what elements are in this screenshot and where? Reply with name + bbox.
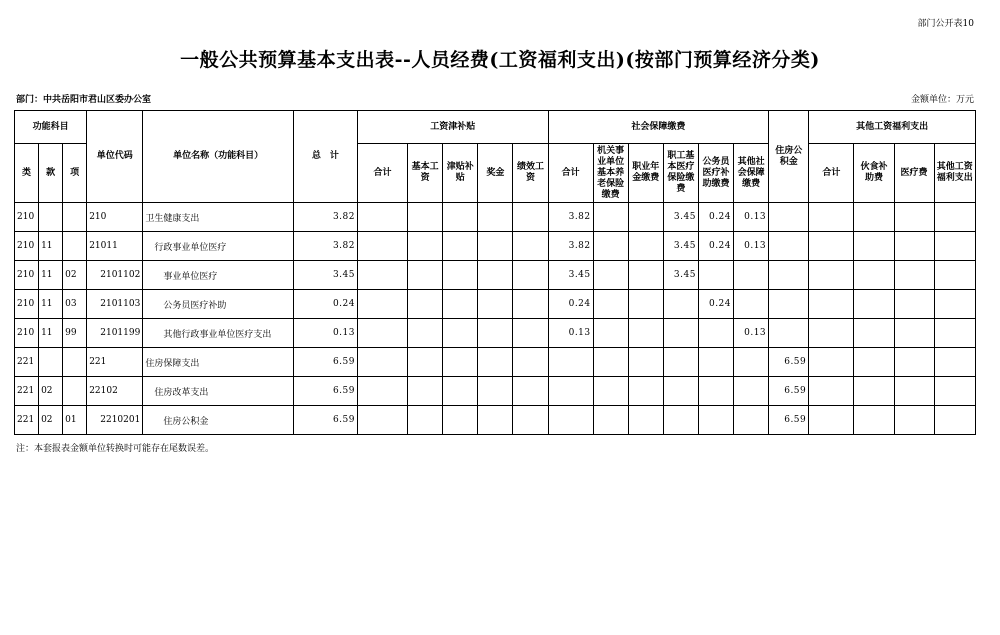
cell-section: 11 [39, 319, 63, 348]
cell-social-subtotal [548, 348, 593, 377]
cell-class: 210 [15, 203, 39, 232]
cell-other-welfare [934, 348, 975, 377]
cell-medical-fee [894, 232, 934, 261]
cell-section: 02 [39, 406, 63, 435]
cell-total: 3.82 [293, 203, 357, 232]
cell-civil-servant-medical [698, 406, 733, 435]
cell-unit-code: 221 [87, 348, 143, 377]
cell-item [63, 232, 87, 261]
cell-occupational-annuity [628, 377, 663, 406]
cell-bonus [478, 261, 513, 290]
cell-wages-subtotal [357, 406, 407, 435]
cell-meal-subsidy [854, 261, 894, 290]
cell-housing-fund: 6.59 [769, 348, 809, 377]
cell-wages-subtotal [357, 232, 407, 261]
cell-meal-subsidy [854, 377, 894, 406]
cell-basic-wage [408, 232, 443, 261]
cell-performance-wage [513, 290, 548, 319]
cell-class: 221 [15, 406, 39, 435]
header-other-group: 其他工资福利支出 [809, 111, 976, 144]
cell-unit-name: 行政事业单位医疗 [143, 232, 293, 261]
cell-other-welfare [934, 319, 975, 348]
cell-meal-subsidy [854, 319, 894, 348]
cell-wages-subtotal [357, 203, 407, 232]
cell-unit-code: 2101102 [87, 261, 143, 290]
cell-item [63, 203, 87, 232]
cell-other-social [734, 377, 769, 406]
cell-medical-fee [894, 348, 934, 377]
cell-medical-fee [894, 203, 934, 232]
cell-class: 210 [15, 232, 39, 261]
header-wages-subtotal: 合计 [357, 144, 407, 203]
cell-other-subtotal [809, 290, 854, 319]
header-meal-subsidy: 伙食补助费 [854, 144, 894, 203]
cell-other-subtotal [809, 348, 854, 377]
cell-housing-fund: 6.59 [769, 377, 809, 406]
header-occupational-annuity: 职业年金缴费 [628, 144, 663, 203]
cell-bonus [478, 348, 513, 377]
header-wages-group: 工资津补贴 [357, 111, 548, 144]
cell-item: 03 [63, 290, 87, 319]
cell-medical-fee [894, 406, 934, 435]
cell-social-subtotal [548, 406, 593, 435]
cell-occupational-annuity [628, 319, 663, 348]
cell-other-social [734, 406, 769, 435]
cell-bonus [478, 377, 513, 406]
header-medical-fee: 医疗费 [894, 144, 934, 203]
cell-basic-wage [408, 290, 443, 319]
cell-total: 0.13 [293, 319, 357, 348]
cell-housing-fund [769, 319, 809, 348]
cell-bonus [478, 406, 513, 435]
cell-basic-wage [408, 261, 443, 290]
cell-basic-wage [408, 203, 443, 232]
header-allowance: 津贴补贴 [443, 144, 478, 203]
cell-total: 0.24 [293, 290, 357, 319]
cell-pension-insurance [593, 290, 628, 319]
cell-class: 210 [15, 319, 39, 348]
header-bonus: 奖金 [478, 144, 513, 203]
unit-label: 金额单位：万元 [910, 95, 974, 105]
cell-unit-name: 事业单位医疗 [143, 261, 293, 290]
cell-unit-name: 其他行政事业单位医疗支出 [143, 319, 293, 348]
cell-bonus [478, 290, 513, 319]
cell-medical-fee [894, 377, 934, 406]
cell-basic-wage [408, 348, 443, 377]
cell-other-welfare [934, 261, 975, 290]
cell-other-subtotal [809, 319, 854, 348]
cell-social-subtotal: 3.82 [548, 203, 593, 232]
cell-allowance [443, 377, 478, 406]
cell-other-social [734, 261, 769, 290]
cell-occupational-annuity [628, 261, 663, 290]
cell-other-welfare [934, 406, 975, 435]
cell-wages-subtotal [357, 261, 407, 290]
cell-meal-subsidy [854, 290, 894, 319]
cell-bonus [478, 203, 513, 232]
cell-medical-insurance [663, 377, 698, 406]
cell-meal-subsidy [854, 232, 894, 261]
header-basic-wage: 基本工资 [408, 144, 443, 203]
cell-other-subtotal [809, 203, 854, 232]
cell-unit-name: 公务员医疗补助 [143, 290, 293, 319]
cell-other-social: 0.13 [734, 232, 769, 261]
cell-civil-servant-medical [698, 319, 733, 348]
header-unit-code: 单位代码 [87, 111, 143, 203]
cell-occupational-annuity [628, 232, 663, 261]
cell-housing-fund: 6.59 [769, 406, 809, 435]
cell-civil-servant-medical: 0.24 [698, 232, 733, 261]
cell-medical-insurance [663, 406, 698, 435]
cell-section [39, 203, 63, 232]
cell-class: 210 [15, 261, 39, 290]
cell-medical-fee [894, 290, 934, 319]
cell-item: 01 [63, 406, 87, 435]
table-row [15, 348, 976, 377]
header-class: 类 [15, 144, 39, 203]
cell-other-welfare [934, 290, 975, 319]
header-civil-servant-medical: 公务员医疗补助缴费 [698, 144, 733, 203]
cell-civil-servant-medical [698, 377, 733, 406]
cell-social-subtotal [548, 377, 593, 406]
cell-bonus [478, 319, 513, 348]
cell-pension-insurance [593, 348, 628, 377]
cell-social-subtotal: 3.45 [548, 261, 593, 290]
header-function-subject: 功能科目 [15, 111, 87, 144]
cell-section: 11 [39, 261, 63, 290]
cell-unit-code: 2101103 [87, 290, 143, 319]
table-row [15, 290, 976, 319]
cell-civil-servant-medical: 0.24 [698, 290, 733, 319]
cell-medical-fee [894, 261, 934, 290]
cell-meal-subsidy [854, 203, 894, 232]
table-row [15, 406, 976, 435]
cell-medical-insurance [663, 319, 698, 348]
cell-other-subtotal [809, 377, 854, 406]
footnote: 注：本套报表金额单位转换时可能存在尾数误差。 [16, 444, 215, 454]
cell-wages-subtotal [357, 290, 407, 319]
header-medical-insurance: 职工基本医疗保险缴费 [663, 144, 698, 203]
cell-section [39, 348, 63, 377]
cell-item [63, 348, 87, 377]
cell-other-social [734, 290, 769, 319]
cell-performance-wage [513, 319, 548, 348]
cell-item: 02 [63, 261, 87, 290]
page-title: 一般公共预算基本支出表--人员经费(工资福利支出)(按部门预算经济分类) [180, 49, 820, 71]
cell-medical-fee [894, 319, 934, 348]
cell-allowance [443, 348, 478, 377]
cell-class: 221 [15, 377, 39, 406]
cell-wages-subtotal [357, 348, 407, 377]
header-housing-fund: 住房公积金 [769, 111, 809, 203]
cell-occupational-annuity [628, 348, 663, 377]
cell-performance-wage [513, 377, 548, 406]
cell-item: 99 [63, 319, 87, 348]
cell-occupational-annuity [628, 203, 663, 232]
cell-social-subtotal: 0.13 [548, 319, 593, 348]
cell-pension-insurance [593, 319, 628, 348]
cell-allowance [443, 203, 478, 232]
cell-unit-name: 住房保障支出 [143, 348, 293, 377]
cell-unit-code: 21011 [87, 232, 143, 261]
cell-class: 221 [15, 348, 39, 377]
cell-performance-wage [513, 203, 548, 232]
header-other-subtotal: 合计 [809, 144, 854, 203]
cell-section: 02 [39, 377, 63, 406]
cell-other-welfare [934, 377, 975, 406]
cell-total: 3.82 [293, 232, 357, 261]
cell-civil-servant-medical [698, 261, 733, 290]
cell-performance-wage [513, 348, 548, 377]
cell-unit-name: 住房公积金 [143, 406, 293, 435]
cell-occupational-annuity [628, 290, 663, 319]
cell-other-social [734, 348, 769, 377]
header-other-social: 其他社会保障缴费 [734, 144, 769, 203]
cell-civil-servant-medical [698, 348, 733, 377]
form-number: 部门公开表10 [917, 19, 974, 29]
table-row [15, 232, 976, 261]
cell-housing-fund [769, 290, 809, 319]
cell-other-subtotal [809, 232, 854, 261]
cell-medical-insurance: 3.45 [663, 232, 698, 261]
cell-social-subtotal: 3.82 [548, 232, 593, 261]
cell-occupational-annuity [628, 406, 663, 435]
cell-meal-subsidy [854, 348, 894, 377]
cell-other-subtotal [809, 406, 854, 435]
table-row [15, 261, 976, 290]
cell-unit-code: 2101199 [87, 319, 143, 348]
cell-basic-wage [408, 377, 443, 406]
cell-other-welfare [934, 232, 975, 261]
cell-unit-code: 2210201 [87, 406, 143, 435]
cell-class: 210 [15, 290, 39, 319]
cell-pension-insurance [593, 406, 628, 435]
cell-other-social: 0.13 [734, 203, 769, 232]
cell-pension-insurance [593, 261, 628, 290]
cell-basic-wage [408, 319, 443, 348]
cell-housing-fund [769, 232, 809, 261]
cell-unit-code: 22102 [87, 377, 143, 406]
cell-housing-fund [769, 203, 809, 232]
table-row [15, 319, 976, 348]
cell-wages-subtotal [357, 319, 407, 348]
cell-allowance [443, 232, 478, 261]
cell-other-social: 0.13 [734, 319, 769, 348]
department-label: 部门：中共岳阳市君山区委办公室 [16, 95, 152, 105]
header-pension-insurance: 机关事业单位基本养老保险缴费 [593, 144, 628, 203]
cell-medical-insurance: 3.45 [663, 203, 698, 232]
cell-other-subtotal [809, 261, 854, 290]
cell-unit-code: 210 [87, 203, 143, 232]
cell-allowance [443, 261, 478, 290]
cell-allowance [443, 290, 478, 319]
cell-meal-subsidy [854, 406, 894, 435]
cell-total: 6.59 [293, 377, 357, 406]
header-other-welfare: 其他工资福利支出 [934, 144, 975, 203]
header-social-group: 社会保障缴费 [548, 111, 769, 144]
cell-bonus [478, 232, 513, 261]
cell-allowance [443, 406, 478, 435]
cell-social-subtotal: 0.24 [548, 290, 593, 319]
table-row [15, 377, 976, 406]
cell-allowance [443, 319, 478, 348]
cell-section: 11 [39, 290, 63, 319]
header-item: 项 [63, 144, 87, 203]
header-section: 款 [39, 144, 63, 203]
cell-medical-insurance: 3.45 [663, 261, 698, 290]
cell-basic-wage [408, 406, 443, 435]
cell-other-welfare [934, 203, 975, 232]
cell-civil-servant-medical: 0.24 [698, 203, 733, 232]
header-unit-name: 单位名称（功能科目） [143, 111, 293, 203]
cell-unit-name: 卫生健康支出 [143, 203, 293, 232]
cell-wages-subtotal [357, 377, 407, 406]
cell-performance-wage [513, 261, 548, 290]
cell-section: 11 [39, 232, 63, 261]
cell-total: 6.59 [293, 406, 357, 435]
cell-housing-fund [769, 261, 809, 290]
header-total: 总 计 [293, 111, 357, 203]
cell-performance-wage [513, 232, 548, 261]
cell-performance-wage [513, 406, 548, 435]
cell-pension-insurance [593, 203, 628, 232]
cell-total: 3.45 [293, 261, 357, 290]
header-performance-wage: 绩效工资 [513, 144, 548, 203]
cell-total: 6.59 [293, 348, 357, 377]
budget-table [14, 110, 976, 435]
cell-pension-insurance [593, 232, 628, 261]
header-social-subtotal: 合计 [548, 144, 593, 203]
cell-pension-insurance [593, 377, 628, 406]
cell-medical-insurance [663, 348, 698, 377]
cell-medical-insurance [663, 290, 698, 319]
cell-unit-name: 住房改革支出 [143, 377, 293, 406]
table-row [15, 203, 976, 232]
cell-item [63, 377, 87, 406]
